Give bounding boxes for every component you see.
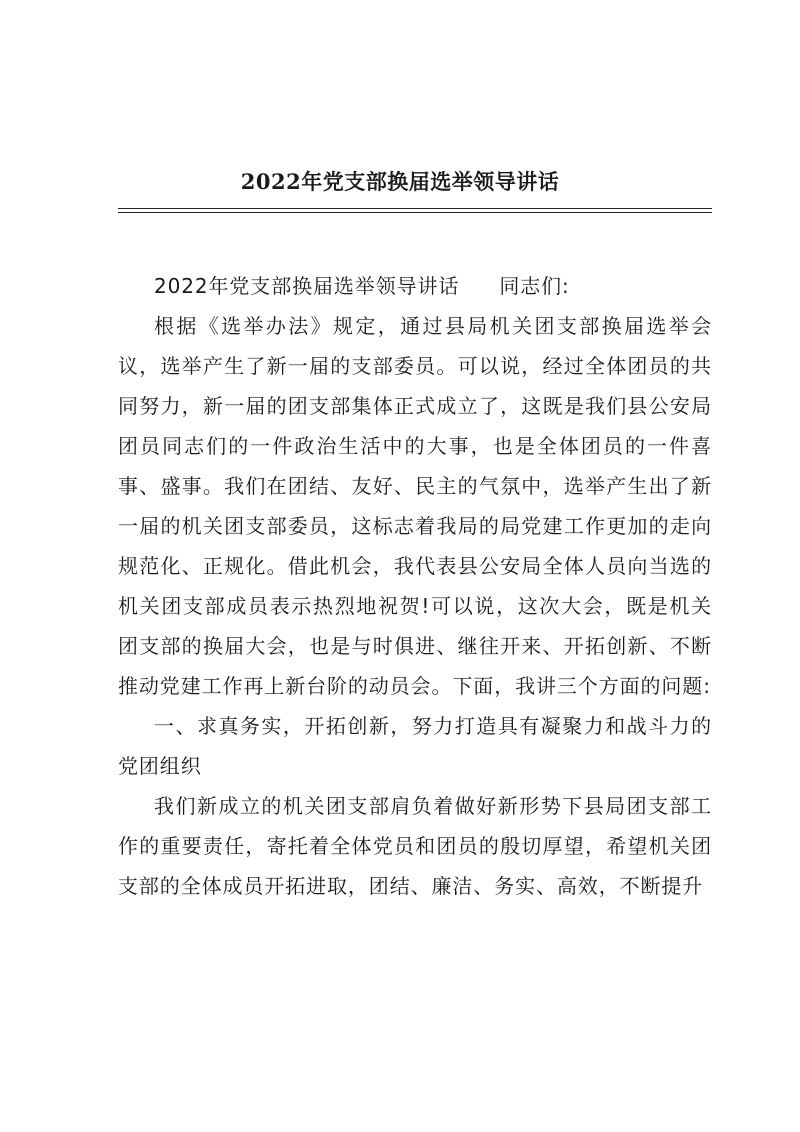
opening-heading: 2022年党支部换届选举领导讲话 [154,274,460,298]
section-heading-1: 一、求真务实，开拓创新，努力打造具有凝聚力和战斗力的党团组织 [118,714,712,778]
paragraph-intro: 根据《选举办法》规定，通过县局机关团支部换届选举会议，选举产生了新一届的支部委员。可以说，经过全体团员的共同努力，新一届的团支部集体正式成立了，这既是我们县公安局团员同志们的一件政治生活中的大事，也是全体团员的一件喜事、盛事。我们在团结、友好、民主的气氛中，选举产生出了新一届的机关团支部委员，这标志着我局的局党建工作更加的走向规范化、正规化。借此机会，我代表县公安局全体人员向当选的机关团支部成员表示热烈地祝贺!可以说，这次大会，既是机关团支部的换届大会，也是与时俱进、继往开来、开拓创新、不断推动党建工作再上新台阶的动员会。下面，我讲三个方面的问题: [118,314,712,698]
title-divider [118,208,712,213]
salutation: 同志们: [499,274,570,298]
paragraph-section-1: 我们新成立的机关团支部肩负着做好新形势下县局团支部工作的重要责任，寄托着全体党员和团员的殷切厚望，希望机关团支部的全体成员开拓进取，团结、廉洁、务实、高效，不断提升 [118,794,712,898]
opening-line [118,266,712,306]
page-title: 2022年党支部换届选举领导讲话 [240,169,560,194]
document-body [118,266,712,906]
